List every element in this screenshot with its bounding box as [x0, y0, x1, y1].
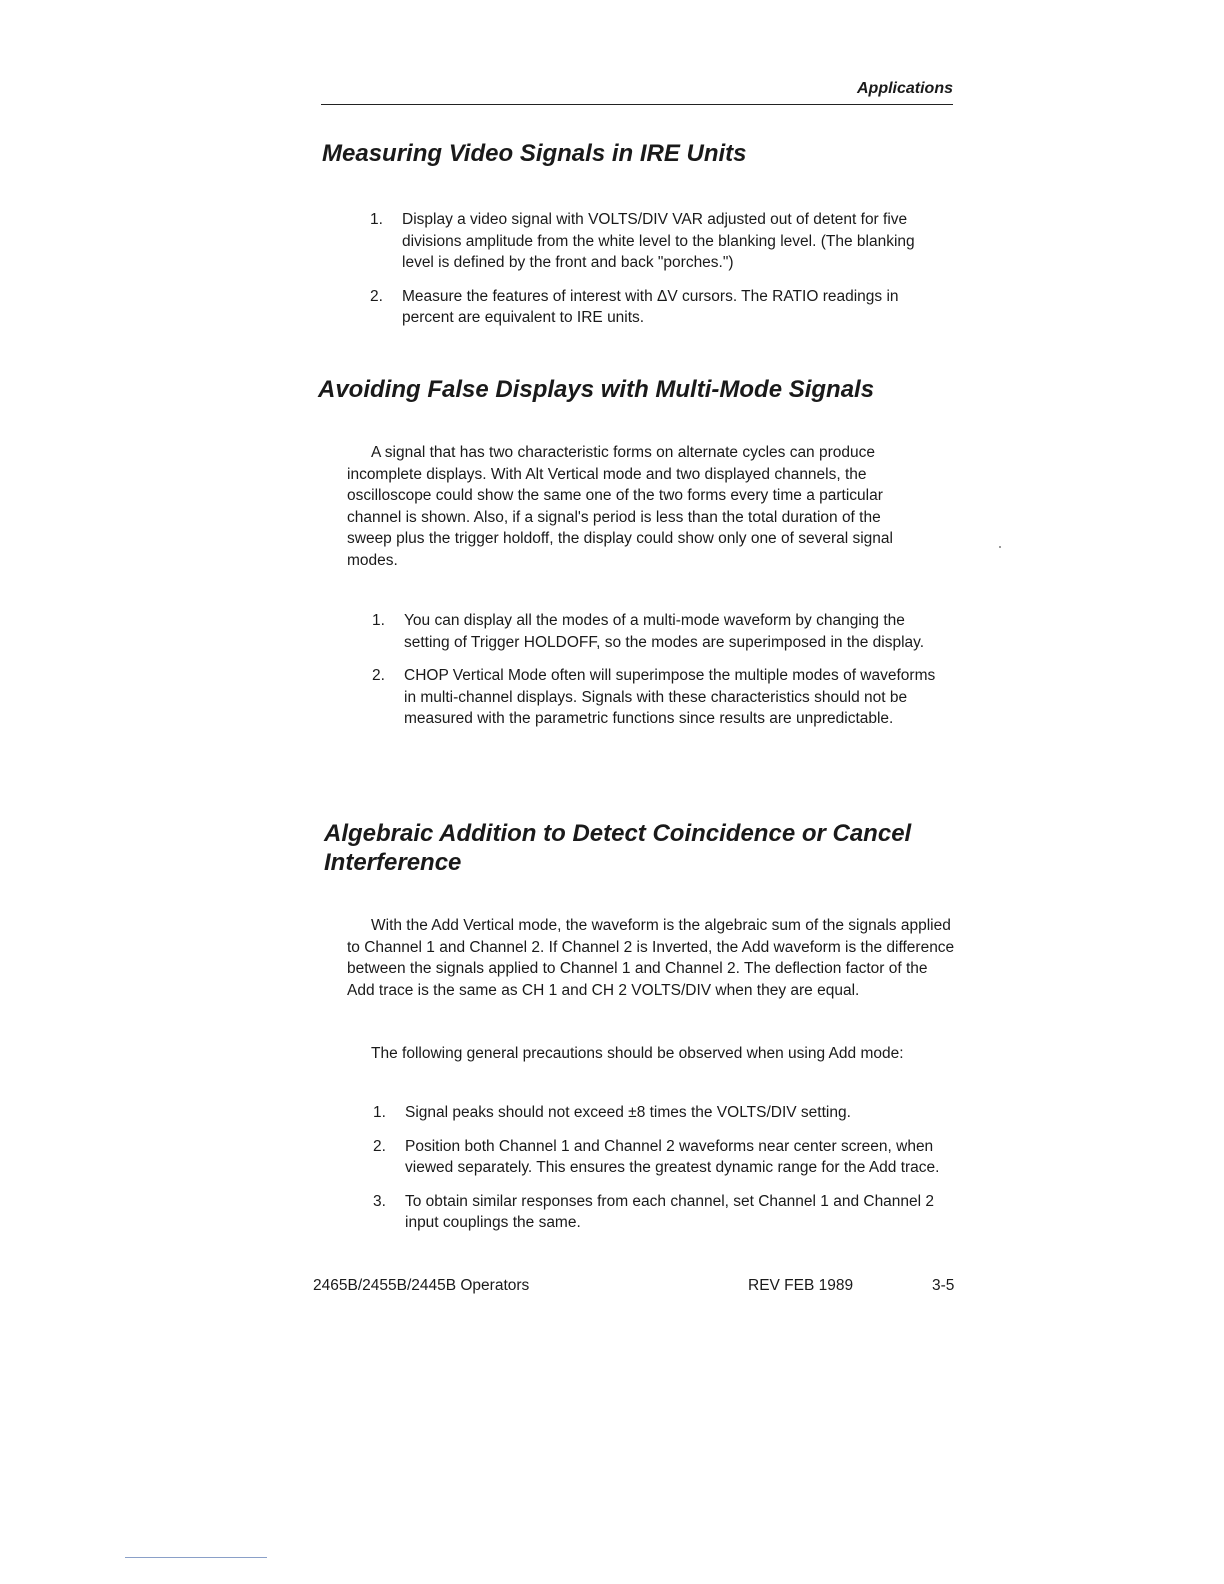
step-text: Position both Channel 1 and Channel 2 waveforms near center screen, when viewed separately. This ensures the greatest dynamic range for the Add trace. — [405, 1137, 940, 1176]
footer-manual-title: 2465B/2455B/2445B Operators — [313, 1277, 530, 1294]
section-heading-multi-mode: Avoiding False Displays with Multi-Mode Signals — [318, 376, 875, 403]
step-text: To obtain similar responses from each channel, set Channel 1 and Channel 2 input couplings the same. — [405, 1192, 935, 1231]
scan-artifact-dot — [999, 546, 1001, 548]
add-mode-precautions-intro: The following general precautions should be observed when using Add mode: — [371, 1045, 904, 1062]
scan-artifact-line — [125, 1557, 267, 1558]
header-rule — [321, 104, 953, 105]
step-text: CHOP Vertical Mode often will superimpose the multiple modes of waveforms in multi-channel displays. Signals with these characteristics should not be measured with the parametric functions since results are unpredictable. — [404, 667, 936, 727]
footer-page-number: 3-5 — [932, 1277, 955, 1294]
step-number: 1. — [373, 1104, 386, 1121]
add-mode-steps-list — [373, 1102, 948, 1246]
step-text: Display a video signal with VOLTS/DIV VAR adjusted out of detent for five divisions amplitude from the white level to the blanking level. (The blanking level is defined by the front and back "porches.") — [402, 211, 915, 271]
ire-steps-list — [370, 209, 948, 341]
list-item — [372, 610, 945, 653]
section-heading-algebraic-addition: Algebraic Addition to Detect Coincidence or Cancel Interference — [324, 820, 912, 876]
step-text: Signal peaks should not exceed ±8 times the VOLTS/DIV setting. — [405, 1104, 851, 1121]
step-number: 2. — [372, 667, 385, 684]
step-number: 1. — [372, 612, 385, 629]
step-text: Measure the features of interest with ΔV cursors. The RATIO readings in percent are equivalent to IRE units. — [402, 287, 899, 326]
multi-mode-steps-list — [372, 610, 945, 742]
algebraic-addition-intro: With the Add Vertical mode, the waveform is the algebraic sum of the signals applied to Channel 1 and Channel 2. If Channel 2 is Inverted, the Add waveform is the difference between the signals applied to Channel 1 and Channel 2. The deflection factor of the Add trace is the same as CH 1 and CH 2 VOLTS/DIV when they are equal. — [347, 917, 955, 999]
step-text: You can display all the modes of a multi-mode waveform by changing the setting of Trigger HOLDOFF, so the modes are superimposed in the display. — [404, 612, 925, 651]
list-item — [373, 1136, 948, 1179]
list-item — [370, 209, 948, 274]
footer-revision: REV FEB 1989 — [748, 1277, 854, 1294]
list-item — [373, 1102, 948, 1124]
step-number: 3. — [373, 1192, 386, 1210]
step-number: 2. — [373, 1137, 386, 1155]
multi-mode-intro: A signal that has two characteristic forms on alternate cycles can produce incomplete displays. With Alt Vertical mode and two displayed channels, the oscilloscope could show the same one of the two forms every time a particular channel is shown. Also, if a signal's period is less than the total duration of the sweep plus the trigger holdoff, the display could show only one of several signal modes. — [347, 444, 893, 569]
list-item — [373, 1191, 948, 1234]
list-item — [372, 665, 945, 730]
step-number: 1. — [370, 211, 383, 228]
section-heading-ire-units: Measuring Video Signals in IRE Units — [322, 140, 747, 167]
list-item — [370, 286, 948, 329]
running-header: Applications — [856, 80, 953, 97]
step-number: 2. — [370, 287, 383, 305]
